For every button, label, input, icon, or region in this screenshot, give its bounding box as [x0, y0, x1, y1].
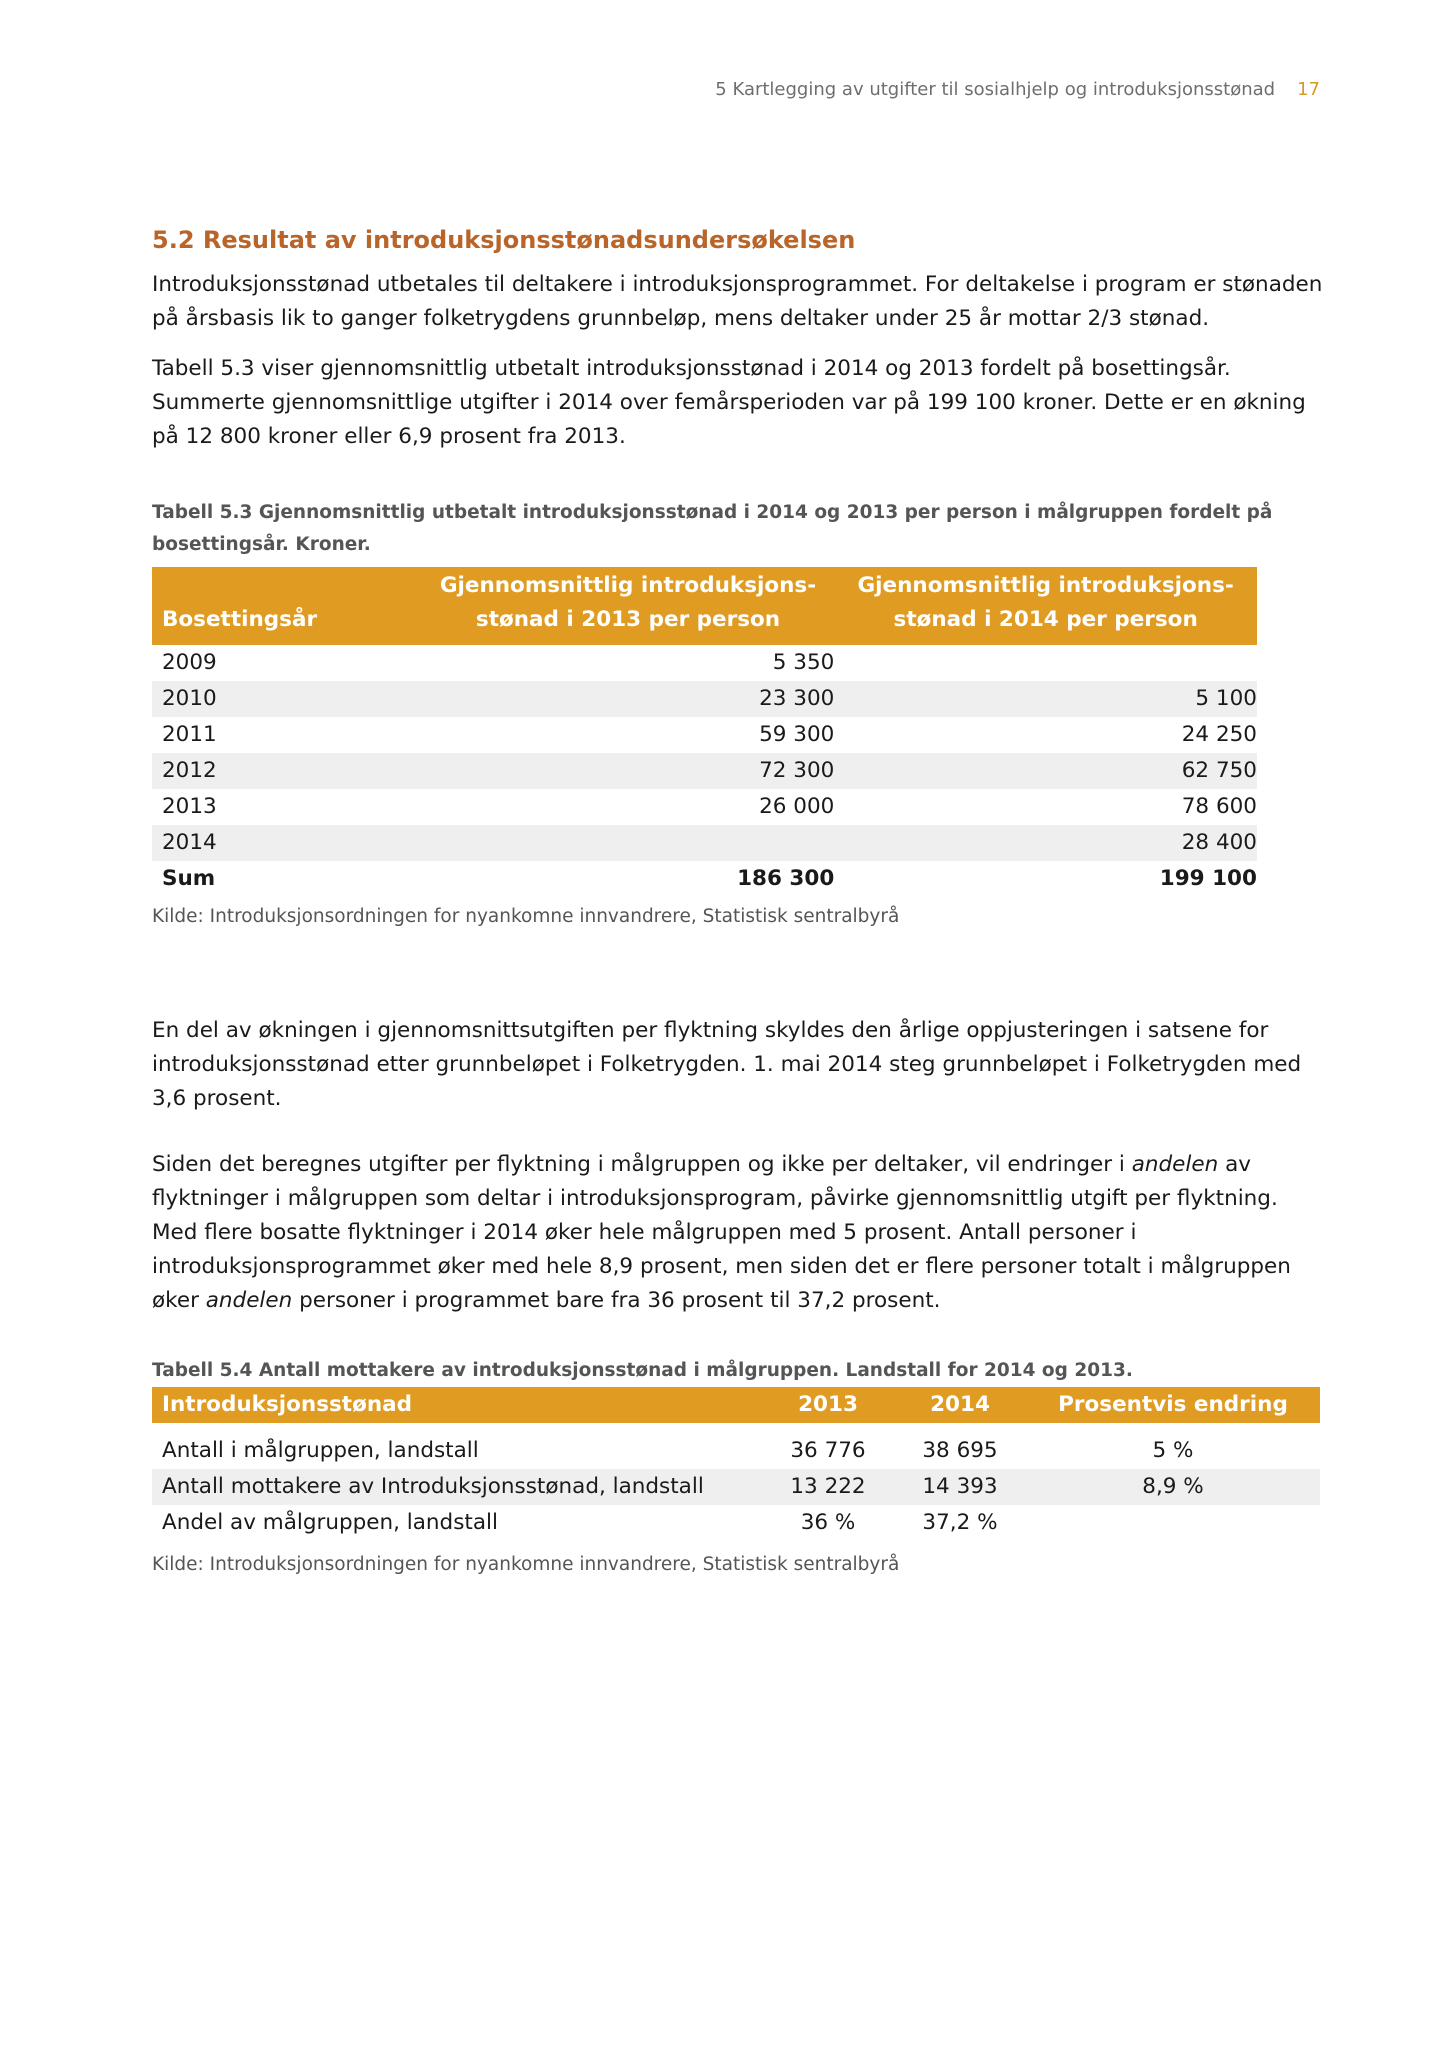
table-sum-row — [152, 861, 1257, 897]
table-header-row — [152, 1387, 1320, 1423]
column-header-prosentvis-endring: Prosentvis endring — [1026, 1387, 1320, 1423]
table-5-3 — [152, 567, 1257, 897]
cell-year: 2009 — [162, 650, 217, 675]
cell-2013: 13 222 — [762, 1469, 894, 1505]
table-row — [152, 1469, 1320, 1505]
column-header-2014 — [834, 567, 1257, 645]
section-title: 5.2 Resultat av introduksjonsstønadsundersøkelsen — [152, 226, 856, 254]
table-row — [152, 717, 1257, 753]
column-header-bosettingsar: Bosettingsår — [152, 567, 422, 645]
cell-label: Antall i målgruppen, landstall — [162, 1438, 479, 1463]
table-5-3-source: Kilde: Introduksjonsordningen for nyankomne innvandrere, Statistisk sentralbyrå — [152, 906, 900, 927]
table-spacer — [152, 1423, 1320, 1433]
table-header-row — [152, 567, 1257, 645]
page-number: 17 — [1297, 79, 1320, 100]
cell-2014: 24 250 — [1181, 722, 1257, 747]
cell-2014: 78 600 — [1181, 794, 1257, 819]
header-line: Gjennomsnittlig introduksjons- — [439, 573, 817, 598]
cell-2014: 62 750 — [834, 753, 1257, 789]
cell-2014: 38 695 — [922, 1438, 998, 1463]
text-run: av flyktninger i målgruppen som deltar i introduksjonsprogram, påvirke gjennomsnittlig utgift per flyktning. Med flere bosatte flyktninger i 2014 øker hele målgruppen med 5 prosent. Antall personer i introduksjonsprogrammet øker med hele 8,9 prosent, men siden det er flere personer totalt i målgruppen øker — [152, 1152, 1291, 1313]
table-row — [152, 681, 1257, 717]
table-5-3-caption: Tabell 5.3 Gjennomsnittlig utbetalt introduksjonsstønad i 2014 og 2013 per person i målgruppen fordelt på bosettingsår. Kroner. — [152, 502, 1273, 555]
cell-2013: 26 000 — [759, 794, 835, 819]
cell-sum-label: Sum — [162, 866, 216, 891]
table-row — [152, 753, 1257, 789]
column-header-2014: 2014 — [894, 1387, 1026, 1423]
cell-year: 2011 — [162, 722, 217, 747]
table-row — [152, 645, 1257, 681]
table-5-4-source: Kilde: Introduksjonsordningen for nyankomne innvandrere, Statistisk sentralbyrå — [152, 1554, 900, 1575]
cell-2014: 5 100 — [834, 681, 1257, 717]
cell-year: 2014 — [152, 825, 422, 861]
running-header — [0, 79, 1320, 100]
chapter-title: 5 Kartlegging av utgifter til sosialhjelp og introduksjonsstønad — [715, 79, 1276, 100]
text-run: Siden det beregnes utgifter per flyktning i målgruppen og ikke per deltaker, vil endringer i — [152, 1152, 1132, 1177]
cell-sum-2014: 199 100 — [1159, 866, 1257, 891]
table-row — [152, 789, 1257, 825]
cell-2013 — [422, 825, 835, 861]
cell-2014: 14 393 — [894, 1469, 1026, 1505]
cell-2014: 28 400 — [834, 825, 1257, 861]
cell-2013: 36 % — [800, 1510, 856, 1535]
header-line: Gjennomsnittlig introduksjons- — [857, 573, 1234, 598]
table-5-4 — [152, 1387, 1320, 1541]
column-header-introduksjonsstonad: Introduksjonsstønad — [152, 1387, 762, 1423]
cell-label: Andel av målgruppen, landstall — [162, 1510, 498, 1535]
cell-2013: 72 300 — [422, 753, 835, 789]
header-line: stønad i 2014 per person — [893, 607, 1198, 632]
cell-year: 2013 — [162, 794, 217, 819]
column-header-2013: 2013 — [762, 1387, 894, 1423]
cell-label: Antall mottakere av Introduksjonsstønad, landstall — [152, 1469, 762, 1505]
table-row — [152, 1505, 1320, 1541]
column-header-2013 — [422, 567, 835, 645]
cell-sum-2013: 186 300 — [737, 866, 835, 891]
cell-2013: 59 300 — [759, 722, 835, 747]
text-run: personer i programmet bare fra 36 prosent til 37,2 prosent. — [292, 1288, 941, 1313]
emphasis: andelen — [1131, 1152, 1219, 1177]
table-row — [152, 825, 1257, 861]
paragraph-intro: Introduksjonsstønad utbetales til deltakere i introduksjonsprogrammet. For deltakelse i program er stønaden på årsbasis lik to ganger folketrygdens grunnbeløp, mens deltaker under 25 år mottar 2/3 stønad. — [152, 272, 1323, 331]
spacer-cell — [152, 1423, 1320, 1433]
cell-2014: 37,2 % — [922, 1510, 998, 1535]
cell-2013: 5 350 — [772, 650, 835, 675]
cell-2014 — [834, 645, 1257, 681]
table-row — [152, 1433, 1320, 1469]
cell-2013: 23 300 — [422, 681, 835, 717]
paragraph-table-summary: Tabell 5.3 viser gjennomsnittlig utbetalt introduksjonsstønad i 2014 og 2013 fordelt på bosettingsår. Summerte gjennomsnittlige utgifter i 2014 over femårsperioden var på 199 100 kroner. Dette er en økning på 12 800 kroner eller 6,9 prosent fra 2013. — [152, 356, 1306, 449]
header-line: stønad i 2013 per person — [475, 607, 781, 632]
paragraph-grunnbelop: En del av økningen i gjennomsnittsutgiften per flyktning skyldes den årlige oppjusteringen i satsene for introduksjonsstønad etter grunnbeløpet i Folketrygden. 1. mai 2014 steg grunnbeløpet i Folketrygden med 3,6 prosent. — [152, 1018, 1302, 1111]
cell-year: 2012 — [152, 753, 422, 789]
cell-change: 8,9 % — [1026, 1469, 1320, 1505]
table-5-4-caption: Tabell 5.4 Antall mottakere av introduksjonsstønad i målgruppen. Landstall for 2014 og 2013. — [152, 1360, 1133, 1381]
emphasis: andelen — [205, 1288, 293, 1313]
cell-change — [1026, 1505, 1320, 1541]
paragraph-andel — [152, 1148, 1327, 1318]
cell-change: 5 % — [1152, 1438, 1194, 1463]
cell-year: 2010 — [152, 681, 422, 717]
cell-2013: 36 776 — [790, 1438, 866, 1463]
